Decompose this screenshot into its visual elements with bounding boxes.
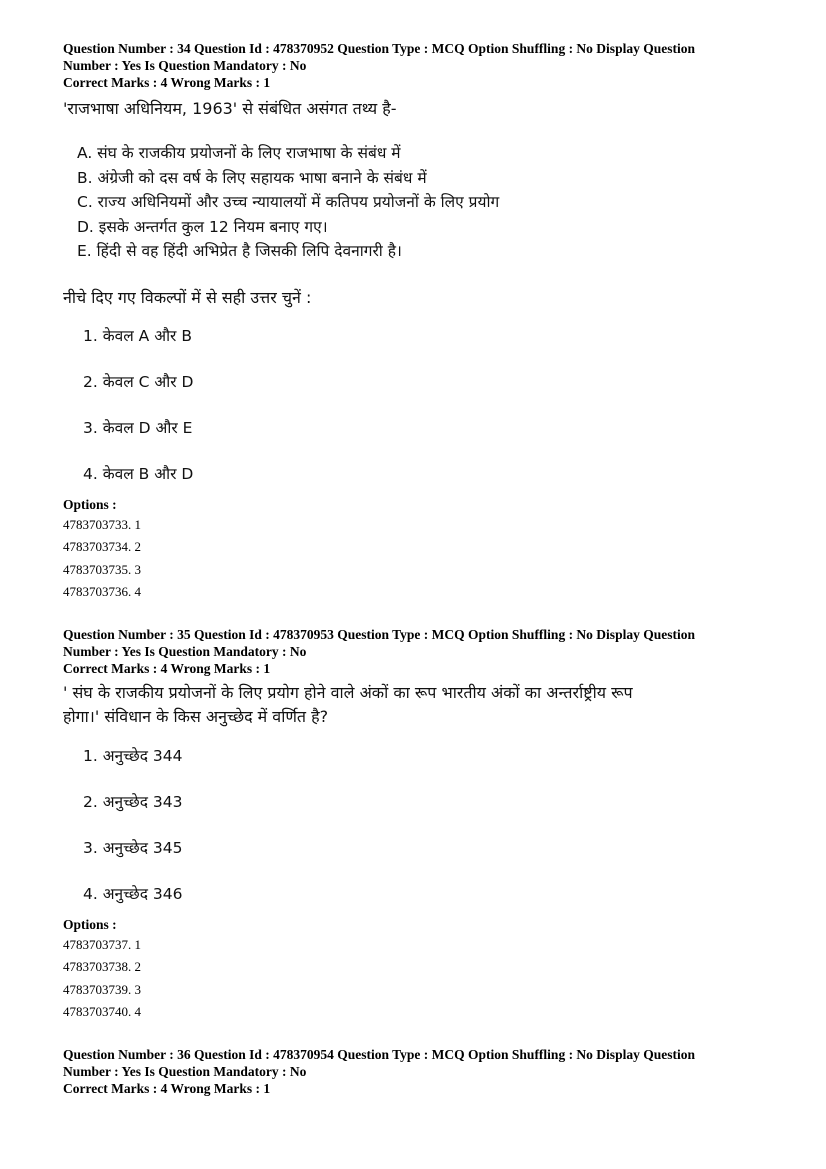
choice-1: 1. अनुच्छेद 344 bbox=[83, 746, 183, 765]
option-id: 4783703737. 1 bbox=[63, 936, 141, 952]
statement-b: B. अंग्रेजी को दस वर्ष के लिए सहायक भाषा बनाने के संबंध में bbox=[77, 168, 427, 187]
question-paper-page bbox=[63, 40, 763, 1097]
question-35 bbox=[63, 626, 763, 1024]
option-id-list bbox=[63, 514, 763, 604]
option-id-list bbox=[63, 934, 763, 1024]
option-id: 4783703736. 4 bbox=[63, 584, 141, 599]
statement-c: C. राज्य अधिनियमों और उच्च न्यायालयों में कतिपय प्रयोजनों के लिए प्रयोग bbox=[77, 193, 500, 211]
choice-1: 1. केवल A और B bbox=[83, 326, 192, 345]
question-meta bbox=[63, 626, 763, 677]
options-heading: Options : bbox=[63, 496, 117, 512]
option-id: 4783703739. 3 bbox=[63, 981, 141, 997]
answer-instruction: नीचे दिए गए विकल्पों में से सही उत्तर चुनें : bbox=[63, 287, 312, 307]
statement-a: A. संघ के राजकीय प्रयोजनों के लिए राजभाषा के संबंध में bbox=[77, 144, 401, 162]
meta-line-1: Question Number : 36 Question Id : 478370954 Question Type : MCQ Option Shuffling : No Display Question bbox=[63, 1046, 695, 1062]
answer-choices bbox=[63, 733, 763, 917]
option-id: 4783703734. 2 bbox=[63, 539, 141, 554]
question-meta bbox=[63, 40, 763, 91]
meta-line-3: Correct Marks : 4 Wrong Marks : 1 bbox=[63, 1080, 271, 1096]
choice-3: 3. अनुच्छेद 345 bbox=[83, 838, 183, 857]
choice-4: 4. केवल B और D bbox=[83, 464, 194, 483]
option-id: 4783703740. 4 bbox=[63, 1004, 141, 1019]
answer-choices bbox=[63, 313, 763, 497]
question-stem bbox=[63, 681, 763, 729]
meta-line-3: Correct Marks : 4 Wrong Marks : 1 bbox=[63, 660, 271, 676]
statement-e: E. हिंदी से वह हिंदी अभिप्रेत है जिसकी लिपि देवनागरी है। bbox=[77, 242, 402, 260]
option-id: 4783703735. 3 bbox=[63, 561, 141, 577]
meta-line-1: Question Number : 35 Question Id : 478370953 Question Type : MCQ Option Shuffling : No Display Question bbox=[63, 626, 695, 642]
stem-line-2: होगा।' संविधान के किस अनुच्छेद में वर्णित है? bbox=[63, 706, 329, 726]
option-id: 4783703733. 1 bbox=[63, 516, 141, 532]
meta-line-1: Question Number : 34 Question Id : 478370952 Question Type : MCQ Option Shuffling : No Display Question bbox=[63, 41, 695, 56]
question-34 bbox=[63, 40, 763, 604]
stem-line-1: ' संघ के राजकीय प्रयोजनों के लिए प्रयोग होने वाले अंकों का रूप भारतीय अंकों का अन्तर्राष्ट्रीय रूप bbox=[63, 682, 633, 702]
meta-line-2: Number : Yes Is Question Mandatory : No bbox=[63, 1063, 307, 1079]
meta-line-2: Number : Yes Is Question Mandatory : No bbox=[63, 643, 307, 659]
statement-list bbox=[77, 141, 763, 264]
meta-line-2: Number : Yes Is Question Mandatory : No bbox=[63, 58, 307, 73]
option-id: 4783703738. 2 bbox=[63, 959, 141, 974]
options-heading: Options : bbox=[63, 916, 117, 932]
statement-d: D. इसके अन्तर्गत कुल 12 नियम बनाए गए। bbox=[77, 217, 328, 236]
question-meta bbox=[63, 1046, 763, 1097]
choice-4: 4. अनुच्छेद 346 bbox=[83, 884, 183, 903]
question-stem: 'राजभाषा अधिनियम, 1963' से संबंधित असंगत तथ्य है- bbox=[63, 99, 397, 118]
choice-3: 3. केवल D और E bbox=[83, 418, 193, 437]
choice-2: 2. अनुच्छेद 343 bbox=[83, 792, 183, 811]
choice-2: 2. केवल C और D bbox=[83, 372, 194, 391]
question-36 bbox=[63, 1046, 763, 1097]
meta-line-3: Correct Marks : 4 Wrong Marks : 1 bbox=[63, 75, 271, 90]
